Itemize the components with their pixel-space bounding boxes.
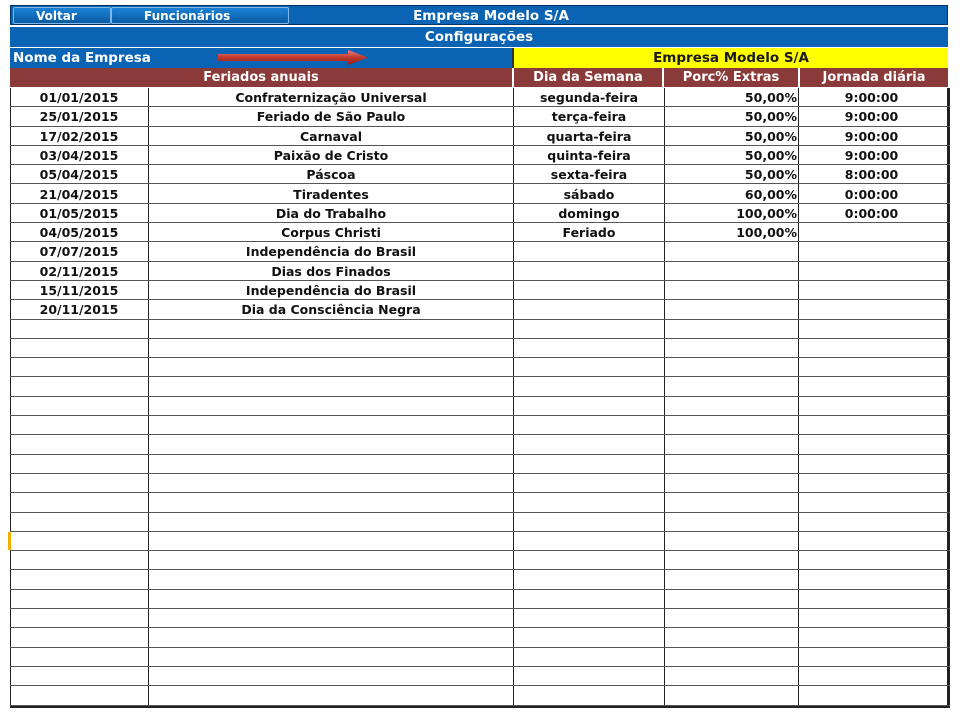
extra-percent-cell[interactable]: [665, 281, 797, 300]
table-row: [10, 88, 950, 107]
table-row: [10, 127, 950, 146]
holiday-date-cell[interactable]: 01/05/2015: [39, 205, 119, 221]
table-row: [10, 435, 950, 454]
table-row: [10, 416, 950, 435]
extra-percent-cell[interactable]: 100,00%: [736, 205, 797, 221]
table-row: [10, 571, 950, 590]
extra-percent-cell[interactable]: 50,00%: [744, 147, 797, 163]
table-row: [10, 513, 950, 532]
daily-hours-cell[interactable]: 9:00:00: [844, 147, 899, 163]
daily-hours-cell[interactable]: [799, 281, 944, 300]
table-row: [10, 300, 950, 319]
holiday-date-cell[interactable]: 01/01/2015: [39, 90, 119, 105]
table-row: [10, 474, 950, 493]
extra-percent-cell[interactable]: 50,00%: [744, 128, 797, 144]
top-toolbar: [10, 5, 948, 25]
holiday-date-cell[interactable]: 20/11/2015: [39, 302, 119, 318]
holiday-name-cell[interactable]: Independência do Brasil: [245, 283, 417, 298]
extra-percent-cell[interactable]: 50,00%: [744, 109, 797, 125]
holiday-name-cell[interactable]: Corpus Christi: [281, 225, 381, 241]
company-name-label: Nome da Empresa: [13, 50, 151, 66]
table-row: [10, 493, 950, 512]
header-separator: [512, 68, 514, 87]
weekday-cell[interactable]: segunda-feira: [539, 90, 639, 105]
holiday-date-cell[interactable]: 03/04/2015: [39, 147, 119, 163]
holiday-name-cell[interactable]: Feriado de São Paulo: [256, 109, 406, 125]
daily-hours-cell[interactable]: [799, 300, 944, 319]
table-row: [10, 648, 950, 667]
holiday-name-cell[interactable]: Confraternização Universal: [235, 90, 427, 105]
weekday-cell[interactable]: quinta-feira: [547, 147, 631, 163]
holiday-name-cell[interactable]: Dias dos Finados: [271, 263, 391, 279]
table-row: [10, 107, 950, 126]
table-row: [10, 281, 950, 300]
table-row: [10, 532, 950, 551]
extra-percent-cell[interactable]: 50,00%: [744, 167, 797, 183]
header-porc-extras: Porc% Extras: [664, 68, 798, 87]
holiday-name-cell[interactable]: Páscoa: [306, 167, 356, 183]
holiday-date-cell[interactable]: 05/04/2015: [39, 167, 119, 183]
weekday-cell[interactable]: domingo: [558, 205, 620, 221]
table-row: [10, 397, 950, 416]
holiday-date-cell[interactable]: 17/02/2015: [39, 128, 119, 144]
table-row: [10, 204, 950, 223]
company-name-label-cell: [10, 48, 512, 68]
header-jornada: Jornada diária: [800, 68, 948, 87]
holiday-date-cell[interactable]: 15/11/2015: [39, 283, 119, 298]
table-row: [10, 165, 950, 184]
header-feriados: Feriados anuais: [10, 68, 512, 87]
header-separator: [662, 68, 664, 87]
extra-percent-cell[interactable]: [665, 300, 797, 319]
table-row: [10, 242, 950, 261]
funcionarios-button[interactable]: Funcionários: [111, 7, 289, 24]
extra-percent-cell[interactable]: 60,00%: [744, 186, 797, 202]
weekday-cell[interactable]: [514, 300, 664, 319]
table-row: [10, 223, 950, 242]
daily-hours-cell[interactable]: 9:00:00: [844, 128, 899, 144]
table-row: [10, 551, 950, 570]
daily-hours-cell[interactable]: 9:00:00: [844, 109, 899, 125]
extra-percent-cell[interactable]: 50,00%: [744, 90, 797, 105]
company-name-value[interactable]: Empresa Modelo S/A: [512, 48, 948, 68]
holiday-date-cell[interactable]: 07/07/2015: [39, 244, 119, 260]
weekday-cell[interactable]: [514, 242, 664, 261]
daily-hours-cell[interactable]: 0:00:00: [844, 186, 899, 202]
weekday-cell[interactable]: Feriado: [562, 225, 616, 241]
holiday-date-cell[interactable]: 02/11/2015: [39, 263, 119, 279]
right-arrow-icon: [218, 50, 368, 65]
table-row: [10, 320, 950, 339]
extra-percent-cell[interactable]: [665, 262, 797, 281]
header-dia-semana: Dia da Semana: [514, 68, 662, 87]
daily-hours-cell[interactable]: [799, 242, 944, 261]
weekday-cell[interactable]: quarta-feira: [546, 128, 632, 144]
daily-hours-cell[interactable]: 8:00:00: [844, 167, 899, 183]
table-row: [10, 667, 950, 686]
table-row: [10, 590, 950, 609]
holiday-name-cell[interactable]: Carnaval: [300, 128, 362, 144]
weekday-cell[interactable]: sexta-feira: [550, 167, 628, 183]
daily-hours-cell[interactable]: 9:00:00: [844, 90, 899, 105]
table-row: [10, 378, 950, 397]
voltar-button[interactable]: Voltar: [13, 7, 111, 24]
holiday-name-cell[interactable]: Independência do Brasil: [245, 244, 417, 260]
holiday-date-cell[interactable]: 21/04/2015: [39, 186, 119, 202]
table-row: [10, 146, 950, 165]
weekday-cell[interactable]: sábado: [563, 186, 615, 202]
holiday-name-cell[interactable]: Tiradentes: [293, 186, 369, 202]
table-row: [10, 339, 950, 358]
daily-hours-cell[interactable]: [799, 223, 944, 242]
holiday-name-cell[interactable]: Paixão de Cristo: [273, 147, 389, 163]
weekday-cell[interactable]: [514, 281, 664, 300]
holiday-date-cell[interactable]: 25/01/2015: [39, 109, 119, 125]
holiday-name-cell[interactable]: Dia do Trabalho: [275, 205, 387, 221]
daily-hours-cell[interactable]: 0:00:00: [844, 205, 899, 221]
table-row: [10, 628, 950, 647]
weekday-cell[interactable]: terça-feira: [551, 109, 627, 125]
extra-percent-cell[interactable]: [665, 242, 797, 261]
table-row: [10, 185, 950, 204]
company-title: Empresa Modelo S/A: [413, 8, 569, 24]
daily-hours-cell[interactable]: [799, 262, 944, 281]
header-separator: [798, 68, 800, 87]
table-row: [10, 686, 950, 705]
holiday-name-cell[interactable]: Dia da Consciência Negra: [241, 302, 421, 318]
table-row: [10, 262, 950, 281]
holiday-date-cell[interactable]: 04/05/2015: [39, 225, 119, 241]
section-title: Configurações: [10, 27, 948, 47]
table-row: [10, 455, 950, 474]
table-row: [10, 609, 950, 628]
extra-percent-cell[interactable]: 100,00%: [736, 225, 797, 241]
weekday-cell[interactable]: [514, 262, 664, 281]
table-row: [10, 358, 950, 377]
